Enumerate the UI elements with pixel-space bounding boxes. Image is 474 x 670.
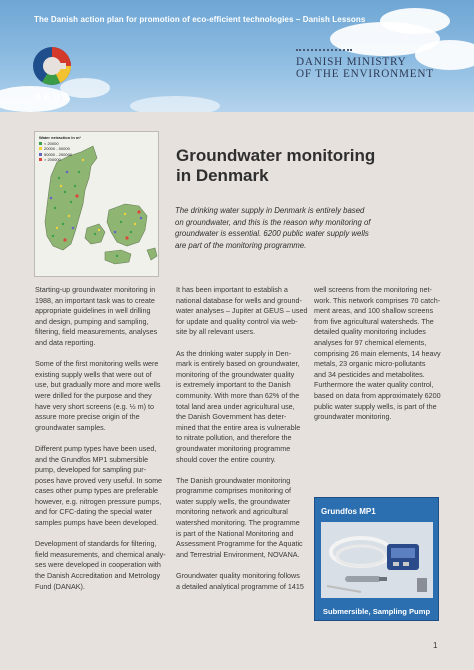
pump-photo-image <box>321 522 433 598</box>
cloud-shape <box>130 96 220 112</box>
legend-swatch <box>39 147 42 150</box>
body-paragraph <box>314 285 442 423</box>
body-line: work. This network comprises 70 catch- <box>314 295 441 305</box>
body-line: were drilled for the purpose and they <box>35 390 152 400</box>
body-line: however, e.g. nitrogen pressure pumps, <box>35 496 162 506</box>
body-line: should cover the entire country. <box>176 454 276 464</box>
body-line: is part of the National Monitoring and <box>176 528 294 538</box>
body-paragraph <box>35 359 163 433</box>
body-line: Starting-up groundwater monitoring in <box>35 285 156 294</box>
body-line: total land area under agricultural use, <box>176 401 295 411</box>
body-line: analyses for 97 chemical elements, <box>314 337 427 347</box>
title-line-2: in Denmark <box>176 166 269 185</box>
body-line: a detailed analytical programme of 1415 <box>176 581 304 591</box>
body-line: have very short screens (e.g. ½ m) to <box>35 401 155 411</box>
body-line: groundwater samples. <box>35 422 106 432</box>
legend-label: > 200000 <box>44 157 61 162</box>
legend-label: < 20000 <box>44 140 59 146</box>
legend-swatch <box>39 158 42 161</box>
body-line: assure more precise origin of the <box>35 412 140 422</box>
ministry-logo <box>296 49 456 80</box>
denmark-water-extraction-map <box>34 131 159 277</box>
body-line: Different pump types have been used, <box>35 443 157 453</box>
body-paragraph <box>176 476 304 561</box>
lead-line: are part of the monitoring programme. <box>175 240 307 250</box>
legend-label: 50000 - 200000 <box>44 151 73 157</box>
geus-logo-icon <box>30 44 76 88</box>
body-line: filtering, field measurements, analyses <box>35 327 158 337</box>
legend-item <box>39 157 81 163</box>
body-line: monitoring network and agricultural <box>176 507 288 517</box>
body-line: use, but gradually more and more wells <box>35 380 161 390</box>
map-legend <box>39 135 81 163</box>
cloud-shape <box>380 8 450 34</box>
pump-illustration <box>321 522 433 598</box>
pump-photo-box <box>314 497 439 621</box>
body-line: water supply wells, the groundwater <box>176 496 291 506</box>
title-line-1: Groundwater monitoring <box>176 146 376 165</box>
lead-paragraph <box>175 205 443 251</box>
body-line: pump, developed for sampling pur- <box>35 465 147 475</box>
body-line: appropriate guidelines in well drilling <box>35 306 151 316</box>
body-column-2 <box>176 285 308 603</box>
body-line: ses were developed in cooperation with <box>35 560 161 570</box>
body-line: to nitrate pollution, and therefore the <box>176 433 292 443</box>
legend-title: Water extraction in m³ <box>39 135 81 140</box>
body-line: samples pumps have been developed. <box>35 518 159 528</box>
body-line: well screens from the monitoring net- <box>314 285 432 294</box>
body-line: is extremely important to the Danish <box>176 380 291 390</box>
body-line: comprising 26 main elements, 14 heavy <box>314 348 441 358</box>
body-line: Development of standards for filtering, <box>35 539 157 549</box>
legend-label: 20000 - 50000 <box>44 146 70 151</box>
body-line: mark is entirely based on groundwater, <box>176 359 300 369</box>
body-paragraph <box>35 444 163 529</box>
page-title <box>176 146 375 186</box>
body-column-3 <box>314 285 442 433</box>
body-line: based on data from approximately 6200 <box>314 390 441 400</box>
body-line: cases other pump types are preferable <box>35 486 159 496</box>
body-line: for update and quality control via web- <box>176 316 298 326</box>
series-banner: The Danish action plan for promotion of eco-efficient technologies – Danish Lessons <box>34 15 366 24</box>
body-line: mined that the entire area is vulnerable <box>176 422 301 432</box>
lead-line: groundwater is essential. 6200 public water supply wells <box>175 229 369 239</box>
body-paragraph <box>176 285 308 338</box>
legend-swatch <box>39 142 42 145</box>
body-paragraph <box>176 349 304 466</box>
legend-swatch <box>39 153 42 156</box>
body-line: public water supply wells, is part of the <box>314 401 437 411</box>
body-paragraph <box>35 285 163 349</box>
ministry-line-2: OF THE ENVIRONMENT <box>296 68 434 80</box>
body-line: watershed monitoring. The programme <box>176 518 300 528</box>
body-line: groundwater monitoring programme <box>176 443 291 453</box>
body-line: Furthermore the water quality control, <box>314 380 434 390</box>
body-line: detailed quality monitoring includes <box>314 327 426 337</box>
body-line: It has been important to establish a <box>176 285 288 294</box>
body-line: Some of the first monitoring wells were <box>35 359 159 369</box>
body-line: Groundwater quality monitoring follows <box>176 571 300 581</box>
body-line: the Danish Government has deter- <box>176 412 287 422</box>
body-paragraph <box>176 571 304 592</box>
body-line: Assessment Programme for the Aquatic <box>176 539 303 549</box>
body-line: and the Grundfos MP1 submersible <box>35 454 149 464</box>
body-line: metals, 23 organic micro-pollutants <box>314 359 426 369</box>
body-line: programme comprises monitoring of <box>176 486 292 496</box>
page-number: 1 <box>433 641 438 650</box>
lead-line: The drinking water supply in Denmark is entirely based <box>175 206 365 215</box>
geus-label: GEUS <box>34 92 72 102</box>
photo-title: Grundfos MP1 <box>321 507 376 516</box>
body-line: site by all relevant users. <box>176 327 256 337</box>
photo-caption: Submersible, Sampling Pump <box>322 607 431 616</box>
body-line: field measurements, and chemical analy- <box>35 549 166 559</box>
body-line: and 34 pesticides and metabolites. <box>314 369 425 379</box>
body-paragraph <box>35 539 166 592</box>
body-line: from five agricultural watersheds. The <box>314 316 434 326</box>
body-line: and data reporting. <box>35 337 96 347</box>
lead-line: on groundwater, and this is the reason why monitoring of <box>175 217 371 227</box>
body-column-1 <box>35 285 166 603</box>
body-line: water analyses – Jupiter at GEUS – used <box>176 306 308 316</box>
body-line: poses have proved very useful. In some <box>35 475 163 485</box>
body-line: and for CFC-dating the special water <box>35 507 153 517</box>
body-line: ment areas, and 100 shallow screens <box>314 306 434 316</box>
body-line: The Danish groundwater monitoring <box>176 475 291 485</box>
body-line: groundwater monitoring. <box>314 412 392 422</box>
body-line: national database for wells and ground- <box>176 295 302 305</box>
body-line: 1988, an important task was to create <box>35 295 155 305</box>
body-line: and design, pumping and sampling, <box>35 316 149 326</box>
body-line: existing supply wells that were out of <box>35 369 152 379</box>
body-line: As the drinking water supply in Den- <box>176 348 292 358</box>
body-line: community. With more than 62% of the <box>176 390 300 400</box>
body-line: and Terrestrial Environment, NOVANA. <box>176 549 300 559</box>
ministry-dots <box>296 49 352 53</box>
body-line: the Danish Accreditation and Metrology <box>35 571 161 581</box>
body-line: monitoring of the groundwater quality <box>176 369 295 379</box>
ministry-line-1: DANISH MINISTRY <box>296 56 407 68</box>
body-line: Fund (DANAK). <box>35 581 85 591</box>
